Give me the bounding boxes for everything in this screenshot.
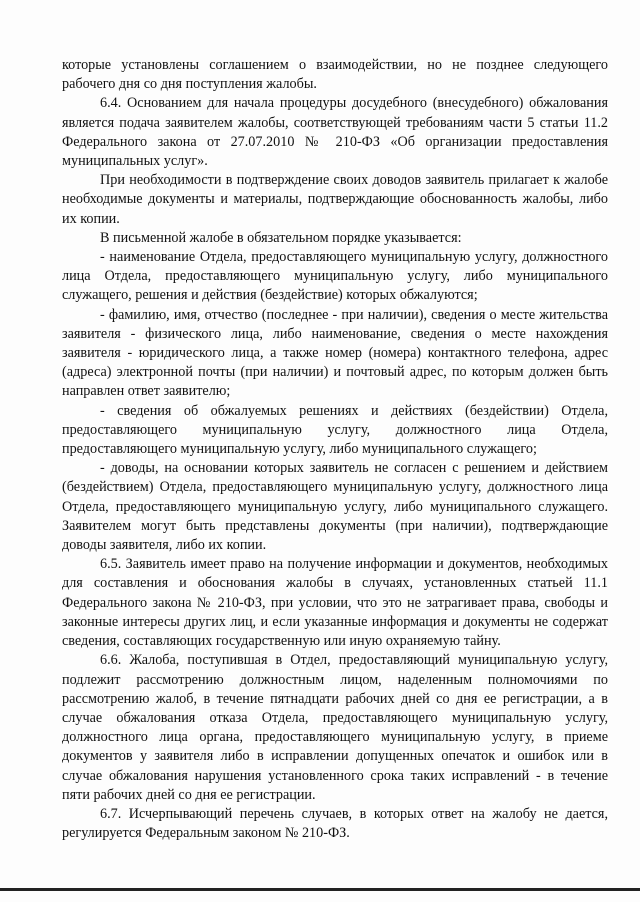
- paragraph-6-6: 6.6. Жалоба, поступившая в Отдел, предоставляющий муниципальную услугу, подлежит рассмотрению должностным лицом, наделенным полномочиями по рассмотрению жалоб, в течение пятнадцати рабочих дней со дня ее регистрации, а в случае обжалования отказа Отдела, предоставляющего муниципальную услугу, должностного лица органа, предоставляющего муниципальную услугу, в приеме документов у заявителя либо в исправлении допущенных опечаток и ошибок или в случае обжалования нарушения установленного срока таких исправлений - в течение пяти рабочих дней со дня ее регистрации.: [62, 652, 608, 803]
- scan-bottom-edge: [0, 888, 640, 891]
- list-item-appealed-decisions: - сведения об обжалуемых решениях и действиях (бездействии) Отдела, предоставляющего муниципальную услугу, должностного лица Отдела, предоставляющего муниципальную услугу, либо муниципального служащего;: [62, 402, 608, 458]
- paragraph-continuation: которые установлены соглашением о взаимодействии, но не позднее следующего рабочего дня со дня поступления жалобы.: [62, 57, 608, 93]
- list-item-department-name: - наименование Отдела, предоставляющего муниципальную услугу, должностного лица Отдела, предоставляющего муниципальную услугу, либо муниципального служащего, решения и действия (бездействие) которых обжалуются;: [62, 249, 608, 304]
- paragraph-requirements-intro: В письменной жалобе в обязательном порядке указывается:: [100, 229, 462, 246]
- paragraph-6-4: 6.4. Основанием для начала процедуры досудебного (внесудебного) обжалования является подача заявителем жалобы, соответствующей требованиям части 5 статьи 11.2 Федерального закона от 27.07.2010 № 210-ФЗ «Об организации предоставления муниципальных услуг».: [62, 95, 608, 170]
- paragraph-6-7: 6.7. Исчерпывающий перечень случаев, в которых ответ на жалобу не дается, регулируется Федеральным законом № 210-ФЗ.: [62, 805, 608, 842]
- paragraph-attachments: При необходимости в подтверждение своих доводов заявитель прилагает к жалобе необходимые документы и материалы, подтверждающие обоснованность жалобы, либо их копии.: [62, 172, 608, 227]
- list-item-arguments: - доводы, на основании которых заявитель не согласен с решением и действием (бездействием) Отдела, предоставляющего муниципальную услугу, должностного лица Отдела, предоставляющего муниципальную услугу, либо муниципального служащего. Заявителем могут быть представлены документы (при наличии), подтверждающие доводы заявителя, либо их копии.: [62, 460, 608, 554]
- list-item-applicant-details: - фамилию, имя, отчество (последнее - при наличии), сведения о месте жительства заявителя - физического лица, либо наименование, сведения о месте нахождения заявителя - юридического лица, а также номер (номера) контактного телефона, адрес (адреса) электронной почты (при наличии) и почтовый адрес, по которым должен быть направлен ответ заявителю;: [62, 306, 608, 400]
- document-body: [62, 56, 608, 843]
- paragraph-6-5: 6.5. Заявитель имеет право на получение информации и документов, необходимых для составления и обоснования жалобы в случаях, установленных статьей 11.1 Федерального закона № 210-ФЗ, при условии, что это не затрагивает права, свободы и законные интересы других лиц, и если указанные информация и документы не содержат сведения, составляющих государственную или иную охраняемую тайну.: [62, 556, 608, 650]
